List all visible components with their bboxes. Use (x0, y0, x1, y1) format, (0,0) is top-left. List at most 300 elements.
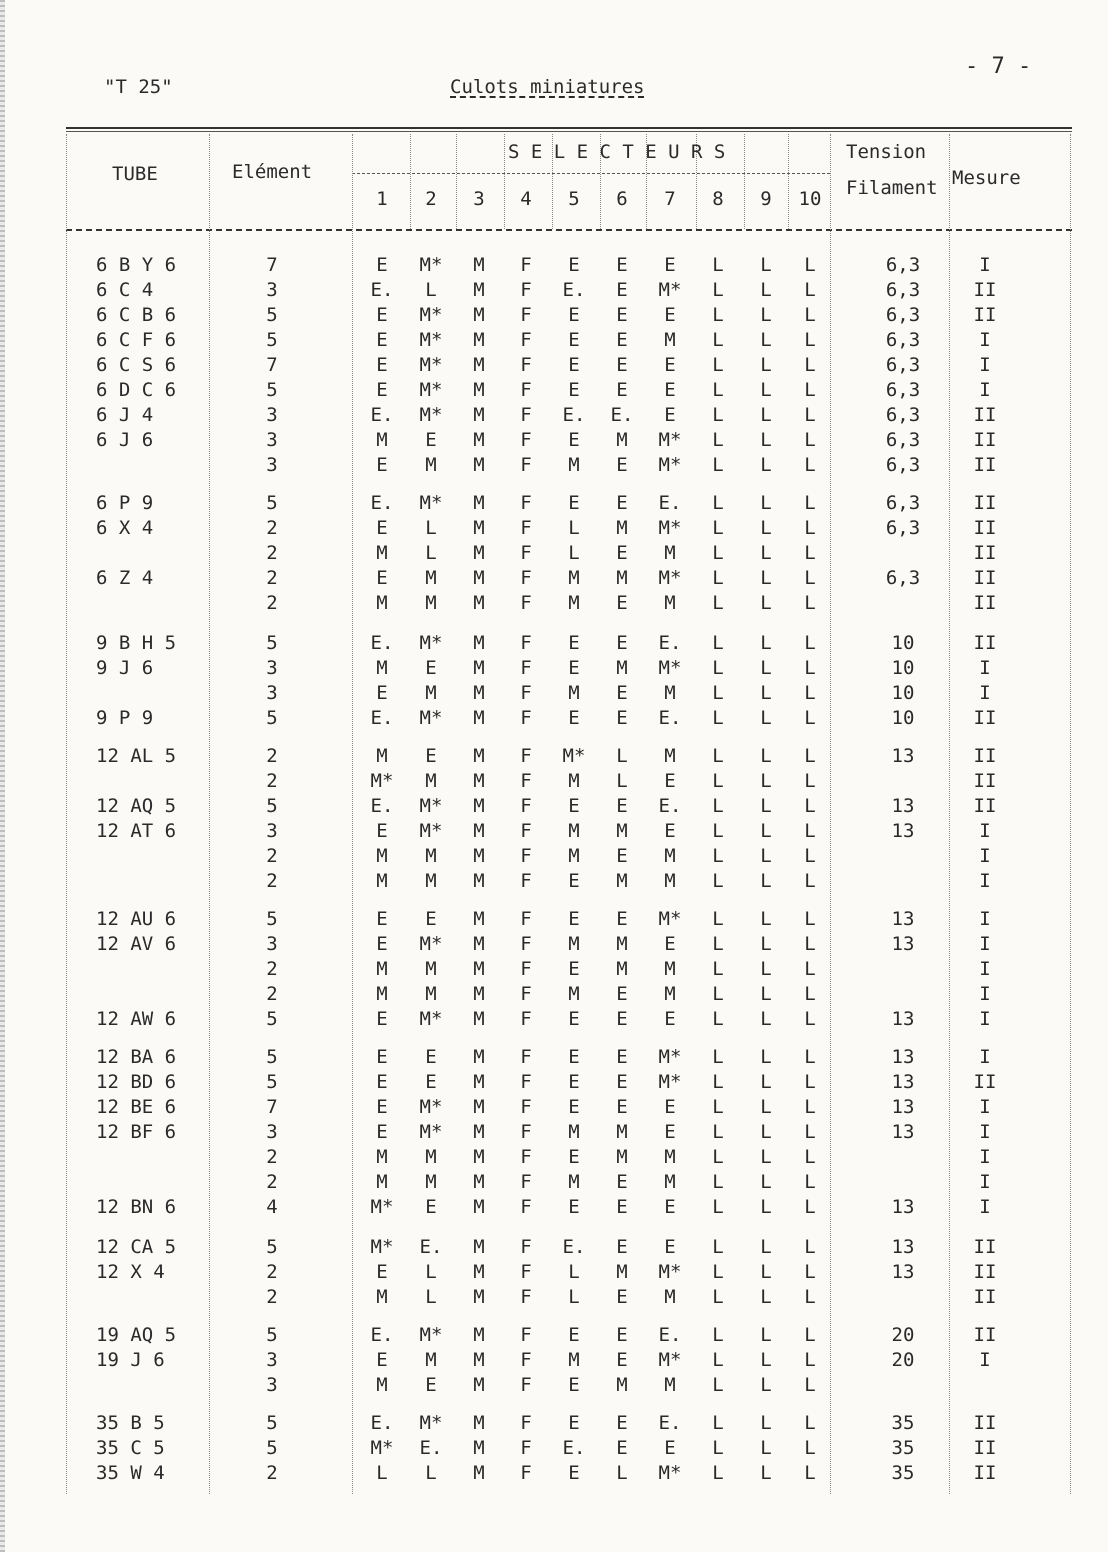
selector-cell: E (616, 1437, 628, 1459)
tube-cell: 12 BE 6 (96, 1096, 177, 1118)
selector-cell: E (664, 770, 676, 792)
selector-cell: M* (419, 379, 443, 401)
tube-cell: 12 BN 6 (96, 1196, 177, 1218)
selector-divider-vertical (504, 134, 505, 229)
table-row (0, 1324, 1108, 1349)
tension-cell: 6,3 (885, 404, 921, 426)
table-row (0, 354, 1108, 379)
mesure-cell: I (979, 983, 991, 1005)
table-row (0, 1146, 1108, 1171)
selector-cell: M (664, 958, 676, 980)
selector-cell: M* (658, 1349, 682, 1371)
table-row (0, 933, 1108, 958)
selector-cell: M (425, 454, 437, 476)
table-row (0, 1046, 1108, 1071)
selector-cell: M* (419, 1096, 443, 1118)
selector-cell: E (616, 279, 628, 301)
selector-cell: L (804, 279, 816, 301)
selector-cell: M* (370, 1196, 394, 1218)
selector-cell: L (712, 1462, 724, 1484)
tension-cell: 6,3 (885, 279, 921, 301)
table-row (0, 1008, 1108, 1033)
tube-cell: 6 J 6 (96, 429, 154, 451)
selector-cell: M (473, 933, 485, 955)
selector-cell: E (616, 845, 628, 867)
selector-cell: M (425, 1171, 437, 1193)
selector-cell: F (520, 279, 532, 301)
selector-cell: L (760, 592, 772, 614)
element-cell: 7 (266, 354, 278, 376)
selector-cell: L (712, 1121, 724, 1143)
mesure-cell: II (973, 1286, 997, 1308)
selector-cell: E (425, 429, 437, 451)
selector-cell: E (568, 1046, 580, 1068)
selector-cell: E (616, 1171, 628, 1193)
selector-cell: F (520, 983, 532, 1005)
selector-cell: L (712, 1096, 724, 1118)
selector-cell: M* (658, 1071, 682, 1093)
selector-cell: L (712, 567, 724, 589)
tension-cell: 13 (891, 933, 915, 955)
selector-cell: M (376, 1146, 388, 1168)
selector-cell: E. (370, 492, 394, 514)
selector-cell: M (473, 770, 485, 792)
selector-number: 1 (376, 188, 388, 210)
tube-cell: 12 AL 5 (96, 745, 177, 767)
tension-cell: 13 (891, 1261, 915, 1283)
selector-cell: M (473, 707, 485, 729)
selector-cell: M* (658, 1046, 682, 1068)
selector-cell: M (473, 1008, 485, 1030)
tension-cell: 10 (891, 682, 915, 704)
selector-cell: F (520, 1236, 532, 1258)
selector-cell: L (760, 1121, 772, 1143)
selector-cell: M (473, 657, 485, 679)
selector-cell: M* (370, 770, 394, 792)
selector-cell: E (568, 908, 580, 930)
selector-cell: L (804, 404, 816, 426)
selector-cell: E (376, 354, 388, 376)
element-cell: 5 (266, 1008, 278, 1030)
mesure-cell: II (973, 404, 997, 426)
selector-cell: E (616, 1286, 628, 1308)
selector-cell: M (425, 1349, 437, 1371)
selector-cell: E (616, 1324, 628, 1346)
selector-cell: E (376, 1008, 388, 1030)
mesure-cell: II (973, 454, 997, 476)
selector-cell: L (804, 1349, 816, 1371)
selector-cell: M (376, 429, 388, 451)
selector-cell: L (760, 1374, 772, 1396)
element-cell: 5 (266, 379, 278, 401)
selector-cell: L (804, 1374, 816, 1396)
element-cell: 5 (266, 1324, 278, 1346)
element-cell: 3 (266, 429, 278, 451)
selector-cell: E. (370, 1324, 394, 1346)
selector-cell: L (760, 1349, 772, 1371)
selector-cell: L (760, 795, 772, 817)
table-row (0, 820, 1108, 845)
mesure-cell: I (979, 354, 991, 376)
selector-cell: L (760, 1171, 772, 1193)
selector-cell: L (760, 707, 772, 729)
element-cell: 5 (266, 1046, 278, 1068)
selector-cell: F (520, 1046, 532, 1068)
selector-cell: E (568, 1096, 580, 1118)
selector-cell: L (712, 1324, 724, 1346)
selector-cell: L (804, 1437, 816, 1459)
selector-cell: L (712, 770, 724, 792)
tube-cell: 12 BD 6 (96, 1071, 177, 1093)
header-tube: TUBE (112, 163, 158, 185)
selector-cell: L (760, 454, 772, 476)
selector-cell: L (804, 820, 816, 842)
tube-cell: 6 B Y 6 (96, 254, 177, 276)
selector-number: 10 (798, 188, 822, 210)
selector-cell: L (712, 1046, 724, 1068)
selector-cell: M (664, 592, 676, 614)
selector-cell: M (473, 279, 485, 301)
selector-cell: F (520, 958, 532, 980)
selector-cell: E (664, 304, 676, 326)
element-cell: 7 (266, 1096, 278, 1118)
selector-cell: F (520, 517, 532, 539)
element-cell: 5 (266, 1437, 278, 1459)
selector-cell: M (473, 567, 485, 589)
selector-cell: M (473, 1071, 485, 1093)
selector-cell: E (664, 354, 676, 376)
selector-cell: M (568, 592, 580, 614)
table-row (0, 329, 1108, 354)
selector-cell: M (473, 1196, 485, 1218)
selector-cell: M (473, 254, 485, 276)
selector-cell: M* (419, 632, 443, 654)
selector-cell: M (473, 795, 485, 817)
tube-cell: 6 P 9 (96, 492, 154, 514)
selector-cell: E (376, 682, 388, 704)
tube-cell: 12 AV 6 (96, 933, 177, 955)
selector-cell: L (804, 1071, 816, 1093)
tube-cell: 6 C B 6 (96, 304, 177, 326)
selector-cell: M (473, 329, 485, 351)
mesure-cell: II (973, 632, 997, 654)
selector-cell: M (568, 454, 580, 476)
table-row (0, 379, 1108, 404)
tube-cell: 19 AQ 5 (96, 1324, 177, 1346)
table-row (0, 1096, 1108, 1121)
selector-cell: L (712, 845, 724, 867)
selector-cell: E (376, 1096, 388, 1118)
selector-cell: M (664, 745, 676, 767)
selector-cell: E (376, 304, 388, 326)
selector-cell: E (568, 304, 580, 326)
table-row (0, 632, 1108, 657)
selector-cell: M (616, 1261, 628, 1283)
selector-cell: L (760, 429, 772, 451)
selector-cell: M (425, 870, 437, 892)
selector-cell: M* (419, 492, 443, 514)
selector-cell: L (804, 1146, 816, 1168)
selector-cell: E (664, 254, 676, 276)
selector-cell: M* (419, 795, 443, 817)
selector-cell: F (520, 1462, 532, 1484)
selector-cell: E (425, 1071, 437, 1093)
selector-cell: E (376, 1046, 388, 1068)
element-cell: 2 (266, 517, 278, 539)
table-row (0, 1437, 1108, 1462)
selector-cell: E (616, 1008, 628, 1030)
selector-cell: L (712, 404, 724, 426)
selector-cell: L (804, 958, 816, 980)
tension-cell: 6,3 (885, 354, 921, 376)
selector-cell: M* (562, 745, 586, 767)
selector-cell: M (473, 820, 485, 842)
tension-cell: 6,3 (885, 429, 921, 451)
selector-cell: L (804, 745, 816, 767)
element-cell: 3 (266, 657, 278, 679)
selector-cell: M (376, 870, 388, 892)
selector-cell: M (376, 745, 388, 767)
selector-cell: L (804, 1324, 816, 1346)
table-row (0, 404, 1108, 429)
element-cell: 3 (266, 1121, 278, 1143)
table-row (0, 1462, 1108, 1487)
element-cell: 2 (266, 592, 278, 614)
table-row (0, 1374, 1108, 1399)
selector-cell: M (664, 1374, 676, 1396)
selector-cell: L (760, 254, 772, 276)
mesure-cell: II (973, 429, 997, 451)
selector-cell: F (520, 1146, 532, 1168)
selector-cell: F (520, 632, 532, 654)
selector-cell: L (760, 1437, 772, 1459)
selector-cell: E (568, 1146, 580, 1168)
table-row (0, 707, 1108, 732)
selector-cell: L (425, 1286, 437, 1308)
selector-cell: E (376, 379, 388, 401)
selector-cell: E. (370, 1412, 394, 1434)
selector-divider-vertical (788, 134, 789, 229)
selector-cell: L (760, 354, 772, 376)
tube-cell: 12 CA 5 (96, 1236, 177, 1258)
selector-cell: M (425, 682, 437, 704)
mesure-cell: II (973, 707, 997, 729)
mesure-cell: II (973, 567, 997, 589)
tension-cell: 13 (891, 820, 915, 842)
selector-cell: L (712, 795, 724, 817)
selector-cell: L (712, 820, 724, 842)
selector-cell: E (664, 404, 676, 426)
selector-cell: L (804, 1171, 816, 1193)
table-row (0, 567, 1108, 592)
tube-cell: 9 P 9 (96, 707, 154, 729)
mesure-cell: I (979, 1096, 991, 1118)
tension-cell: 6,3 (885, 304, 921, 326)
table-top-rule (66, 127, 1072, 129)
mesure-cell: II (973, 1324, 997, 1346)
selector-cell: L (712, 1236, 724, 1258)
selector-cell: M (473, 354, 485, 376)
selector-cell: M* (658, 429, 682, 451)
selector-cell: L (616, 745, 628, 767)
tube-cell: 12 X 4 (96, 1261, 165, 1283)
element-cell: 5 (266, 795, 278, 817)
tube-cell: 35 B 5 (96, 1412, 165, 1434)
selector-cell: L (804, 517, 816, 539)
selector-cell: E (376, 1121, 388, 1143)
selector-cell: M (425, 958, 437, 980)
tension-cell: 35 (891, 1437, 915, 1459)
selector-cell: L (712, 1071, 724, 1093)
table-row (0, 1071, 1108, 1096)
selector-cell: E (425, 1046, 437, 1068)
selector-cell: L (804, 592, 816, 614)
selector-cell: L (804, 845, 816, 867)
element-cell: 2 (266, 745, 278, 767)
selector-cell: M (473, 1349, 485, 1371)
mesure-cell: II (973, 1071, 997, 1093)
selector-cell: M* (419, 933, 443, 955)
selector-cell: E (425, 1196, 437, 1218)
tension-cell: 6,3 (885, 567, 921, 589)
selector-cell: L (712, 745, 724, 767)
selector-cell: L (760, 1071, 772, 1093)
selector-cell: M (568, 820, 580, 842)
mesure-cell: I (979, 933, 991, 955)
tube-cell: 12 AQ 5 (96, 795, 177, 817)
selector-cell: M (473, 958, 485, 980)
selector-number: 5 (568, 188, 580, 210)
tube-cell: 6 Z 4 (96, 567, 154, 589)
selector-cell: M (473, 908, 485, 930)
selector-cell: F (520, 304, 532, 326)
selector-cell: M* (658, 908, 682, 930)
selector-cell: F (520, 1196, 532, 1218)
selector-cell: L (712, 1437, 724, 1459)
selector-cell: E. (610, 404, 634, 426)
selector-cell: M (376, 1286, 388, 1308)
selector-cell: L (804, 795, 816, 817)
selector-cell: L (712, 707, 724, 729)
selector-cell: M* (658, 1462, 682, 1484)
table-row (0, 1286, 1108, 1311)
selector-cell: M (664, 329, 676, 351)
tube-cell: 12 AW 6 (96, 1008, 177, 1030)
selector-cell: L (712, 542, 724, 564)
selector-cell: M (568, 1349, 580, 1371)
tube-cell: 6 C S 6 (96, 354, 177, 376)
selector-cell: L (760, 379, 772, 401)
selector-cell: L (804, 254, 816, 276)
selector-cell: E (664, 933, 676, 955)
tube-cell: 6 C F 6 (96, 329, 177, 351)
selector-cell: E (664, 379, 676, 401)
tension-cell: 13 (891, 745, 915, 767)
tube-cell: 6 C 4 (96, 279, 154, 301)
mesure-cell: I (979, 1046, 991, 1068)
tension-cell: 6,3 (885, 492, 921, 514)
element-cell: 5 (266, 908, 278, 930)
selector-cell: E. (658, 492, 682, 514)
selector-cell: F (520, 845, 532, 867)
element-cell: 5 (266, 492, 278, 514)
selector-cell: L (760, 1412, 772, 1434)
selector-cell: E (568, 379, 580, 401)
selector-cell: M (425, 845, 437, 867)
mesure-cell: II (973, 795, 997, 817)
mesure-cell: II (973, 304, 997, 326)
selector-cell: M (473, 1374, 485, 1396)
selector-cell: M (376, 1171, 388, 1193)
selector-cell: E (568, 707, 580, 729)
selector-cell: E (425, 908, 437, 930)
table-row (0, 682, 1108, 707)
element-cell: 2 (266, 567, 278, 589)
selector-cell: F (520, 1261, 532, 1283)
selector-cell: M (473, 1121, 485, 1143)
tension-cell: 13 (891, 1008, 915, 1030)
selector-cell: M (616, 870, 628, 892)
selector-cell: L (712, 1171, 724, 1193)
selector-cell: M* (419, 707, 443, 729)
selector-cell: M (473, 454, 485, 476)
mesure-cell: I (979, 820, 991, 842)
mesure-cell: I (979, 1146, 991, 1168)
selector-cell: M* (419, 354, 443, 376)
selector-number: 8 (712, 188, 724, 210)
tension-cell: 6,3 (885, 517, 921, 539)
selector-cell: M* (658, 454, 682, 476)
selector-cell: M (664, 845, 676, 867)
selector-cell: E (376, 908, 388, 930)
element-cell: 5 (266, 1412, 278, 1434)
mesure-cell: I (979, 958, 991, 980)
element-cell: 3 (266, 1349, 278, 1371)
table-row (0, 592, 1108, 617)
selector-cell: F (520, 1121, 532, 1143)
selector-cell: M (473, 404, 485, 426)
selector-cell: L (712, 379, 724, 401)
document-reference: "T 25" (104, 76, 173, 98)
selector-cell: L (712, 254, 724, 276)
selector-cell: E (616, 1046, 628, 1068)
selector-cell: F (520, 682, 532, 704)
selector-cell: M (473, 542, 485, 564)
selector-cell: E. (562, 404, 586, 426)
tension-cell: 13 (891, 1196, 915, 1218)
tension-cell: 13 (891, 1096, 915, 1118)
selector-cell: L (804, 567, 816, 589)
mesure-cell: II (973, 1437, 997, 1459)
element-cell: 5 (266, 304, 278, 326)
selector-cell: F (520, 542, 532, 564)
selector-cell: E (664, 1236, 676, 1258)
selector-cell: E (568, 1412, 580, 1434)
selector-cell: M (473, 1437, 485, 1459)
selector-cell: E (616, 632, 628, 654)
selector-cell: E (568, 1462, 580, 1484)
selector-cell: E (616, 254, 628, 276)
tension-cell: 6,3 (885, 254, 921, 276)
selector-cell: M* (370, 1437, 394, 1459)
mesure-cell: II (973, 1261, 997, 1283)
tension-cell: 20 (891, 1324, 915, 1346)
selector-cell: M (616, 820, 628, 842)
mesure-cell: I (979, 1196, 991, 1218)
selector-cell: F (520, 492, 532, 514)
selector-cell: L (712, 870, 724, 892)
table-row (0, 1261, 1108, 1286)
